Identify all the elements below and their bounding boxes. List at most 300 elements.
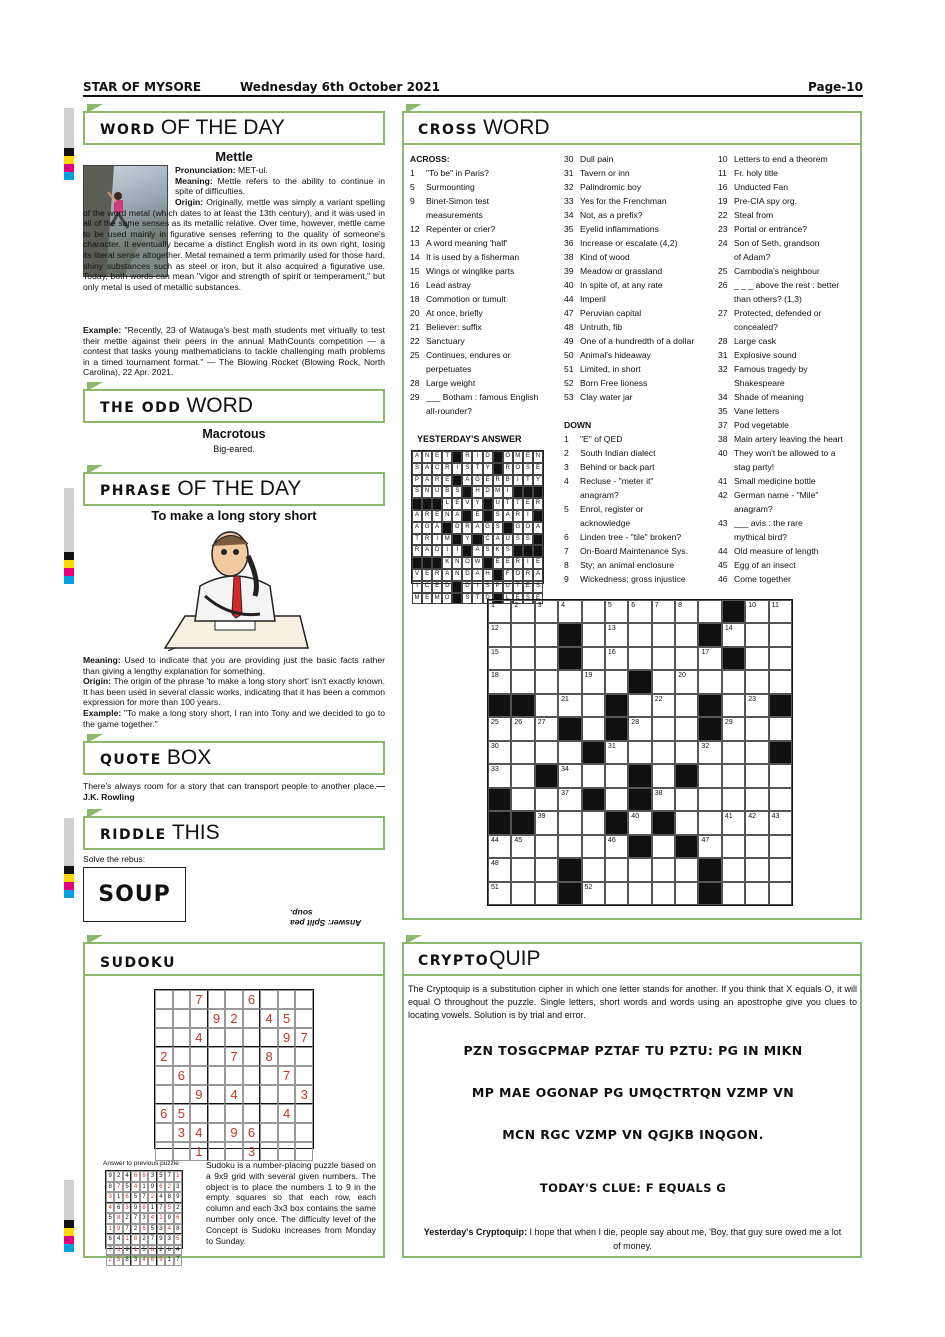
clue-number: 23 bbox=[718, 224, 728, 234]
crossword-cell[interactable] bbox=[675, 811, 698, 834]
crossword-cell[interactable] bbox=[535, 882, 558, 905]
crossword-cell[interactable] bbox=[605, 764, 628, 787]
sudoku-cell[interactable]: 2 bbox=[225, 1009, 243, 1028]
crossword-cell[interactable] bbox=[675, 882, 698, 905]
previous-answer-cell: 2 bbox=[123, 1213, 131, 1224]
sudoku-cell[interactable] bbox=[155, 1066, 173, 1085]
crossword-cell[interactable] bbox=[582, 858, 605, 881]
sudoku-cell[interactable] bbox=[173, 990, 191, 1009]
crossword-cell[interactable] bbox=[558, 811, 581, 834]
crossword-cell[interactable] bbox=[582, 600, 605, 623]
crossword-cell[interactable] bbox=[722, 788, 745, 811]
sudoku-cell[interactable] bbox=[225, 1104, 243, 1123]
crossword-cell[interactable] bbox=[582, 764, 605, 787]
clue-line bbox=[718, 362, 843, 376]
crossword-cell[interactable]: 6 bbox=[628, 600, 651, 623]
sudoku-cell[interactable]: 4 bbox=[225, 1085, 243, 1104]
sudoku-cell[interactable] bbox=[243, 1066, 261, 1085]
crossword-cell[interactable]: 31 bbox=[605, 741, 628, 764]
clue-text: Enrol, register or bbox=[580, 504, 644, 514]
clue-text: Believer: suffix bbox=[426, 322, 482, 332]
sudoku-cell[interactable] bbox=[208, 990, 226, 1009]
clue-text: Explosive sound bbox=[734, 350, 797, 360]
crossword-cell[interactable]: 23 bbox=[745, 694, 768, 717]
crossword-cell[interactable]: 20 bbox=[675, 670, 698, 693]
crossword-cell[interactable] bbox=[652, 623, 675, 646]
sudoku-cell[interactable] bbox=[208, 1028, 226, 1047]
crossword-cell[interactable] bbox=[722, 764, 745, 787]
sudoku-cell[interactable] bbox=[208, 1142, 226, 1161]
crossword-cell[interactable]: 10 bbox=[745, 600, 768, 623]
crossword-cell[interactable]: 46 bbox=[605, 835, 628, 858]
sudoku-cell[interactable]: 4 bbox=[190, 1123, 208, 1142]
crossword-cell[interactable] bbox=[511, 647, 534, 670]
page-number: Page-10 bbox=[808, 80, 863, 94]
crossword-cell[interactable] bbox=[652, 764, 675, 787]
crossword-cell[interactable]: 27 bbox=[535, 717, 558, 740]
crossword-cell[interactable] bbox=[769, 835, 792, 858]
crossword-cell[interactable] bbox=[535, 647, 558, 670]
crossword-cell[interactable] bbox=[605, 670, 628, 693]
clue-text: Palindromic boy bbox=[580, 182, 642, 192]
crossword-cell[interactable] bbox=[582, 835, 605, 858]
crossword-cell[interactable]: 29 bbox=[722, 717, 745, 740]
crossword-cell[interactable]: 37 bbox=[558, 788, 581, 811]
crossword-cell[interactable]: 7 bbox=[652, 600, 675, 623]
answer-cell: N bbox=[422, 486, 432, 498]
crossword-cell[interactable] bbox=[535, 788, 558, 811]
previous-answer-cell: 5 bbox=[123, 1182, 131, 1193]
crossword-cell[interactable]: 34 bbox=[558, 764, 581, 787]
sudoku-cell[interactable] bbox=[295, 1104, 313, 1123]
sudoku-cell[interactable] bbox=[260, 1066, 278, 1085]
crossword-cell[interactable] bbox=[628, 694, 651, 717]
odd-word: Macrotous bbox=[202, 427, 266, 441]
sudoku-cell[interactable] bbox=[190, 1009, 208, 1028]
sudoku-cell[interactable]: 2 bbox=[155, 1047, 173, 1066]
crossword-cell[interactable] bbox=[745, 858, 768, 881]
crossword-black-cell bbox=[628, 835, 651, 858]
crossword-cell[interactable] bbox=[535, 835, 558, 858]
crossword-cell[interactable]: 15 bbox=[488, 647, 511, 670]
sudoku-cell[interactable] bbox=[190, 1047, 208, 1066]
sudoku-cell[interactable] bbox=[278, 1142, 296, 1161]
crossword-cell[interactable] bbox=[722, 858, 745, 881]
previous-answer-cell: 3 bbox=[174, 1182, 182, 1193]
answer-cell: O bbox=[442, 593, 452, 605]
previous-answer-cell: 7 bbox=[174, 1255, 182, 1266]
cryptoquip-line-3: MCN RGC VZMP VN QGJKB INQGON. bbox=[502, 1127, 764, 1142]
sudoku-cell[interactable]: 9 bbox=[278, 1028, 296, 1047]
sudoku-cell[interactable] bbox=[173, 1142, 191, 1161]
crossword-cell[interactable] bbox=[675, 694, 698, 717]
clue-line bbox=[718, 404, 843, 418]
crossword-cell[interactable]: 22 bbox=[652, 694, 675, 717]
sudoku-cell[interactable] bbox=[155, 990, 173, 1009]
sudoku-cell[interactable] bbox=[243, 1085, 261, 1104]
previous-answer-cell: 7 bbox=[123, 1224, 131, 1235]
sudoku-cell[interactable] bbox=[295, 1047, 313, 1066]
crossword-cell[interactable] bbox=[652, 882, 675, 905]
crossword-cell[interactable] bbox=[628, 647, 651, 670]
crossword-cell[interactable] bbox=[745, 717, 768, 740]
crossword-cell[interactable] bbox=[745, 623, 768, 646]
crossword-cell[interactable] bbox=[745, 882, 768, 905]
previous-answer-cell: 3 bbox=[114, 1245, 122, 1256]
crossword-cell[interactable] bbox=[511, 764, 534, 787]
crossword-cell[interactable] bbox=[511, 788, 534, 811]
crossword-cell[interactable] bbox=[745, 788, 768, 811]
crossword-cell[interactable] bbox=[675, 717, 698, 740]
crossword-cell[interactable] bbox=[698, 600, 721, 623]
sudoku-cell[interactable]: 4 bbox=[278, 1104, 296, 1123]
sudoku-cell[interactable] bbox=[173, 1028, 191, 1047]
clue-number: 8 bbox=[564, 560, 569, 570]
sudoku-cell[interactable] bbox=[295, 1009, 313, 1028]
crossword-cell[interactable] bbox=[675, 858, 698, 881]
clue-line bbox=[718, 152, 843, 166]
sudoku-cell[interactable] bbox=[208, 1066, 226, 1085]
clue-number: 31 bbox=[718, 350, 728, 360]
sudoku-cell[interactable]: 3 bbox=[243, 1142, 261, 1161]
clue-number: 42 bbox=[718, 490, 728, 500]
sudoku-cell[interactable]: 7 bbox=[278, 1066, 296, 1085]
previous-answer-cell: 5 bbox=[140, 1245, 148, 1256]
crossword-cell[interactable] bbox=[769, 788, 792, 811]
crossword-cell[interactable]: 44 bbox=[488, 835, 511, 858]
crossword-cell[interactable] bbox=[605, 858, 628, 881]
crossword-cell[interactable] bbox=[652, 858, 675, 881]
crossword-cell[interactable] bbox=[745, 647, 768, 670]
clue-text: "To be" in Paris? bbox=[426, 168, 489, 178]
previous-answer-cell: 6 bbox=[165, 1245, 173, 1256]
crossword-cell[interactable] bbox=[605, 882, 628, 905]
crossword-cell[interactable]: 43 bbox=[769, 811, 792, 834]
clue-number: 12 bbox=[410, 224, 420, 234]
crossword-black-cell bbox=[675, 835, 698, 858]
crossword-cell[interactable] bbox=[698, 764, 721, 787]
crossword-cell[interactable] bbox=[535, 623, 558, 646]
previous-answer-cell: 5 bbox=[174, 1234, 182, 1245]
crossword-cell[interactable] bbox=[535, 858, 558, 881]
sudoku-cell[interactable] bbox=[260, 1085, 278, 1104]
previous-answer-cell: 7 bbox=[131, 1213, 139, 1224]
clue-number: 28 bbox=[410, 378, 420, 388]
crossword-cell[interactable]: 45 bbox=[511, 835, 534, 858]
sudoku-cell[interactable] bbox=[225, 1066, 243, 1085]
crossword-cell[interactable] bbox=[745, 835, 768, 858]
sudoku-cell[interactable]: 8 bbox=[260, 1047, 278, 1066]
crossword-cell[interactable] bbox=[675, 647, 698, 670]
sudoku-cell[interactable] bbox=[243, 1028, 261, 1047]
answer-black-cell bbox=[493, 463, 503, 475]
sudoku-cell[interactable] bbox=[173, 1047, 191, 1066]
crossword-cell[interactable] bbox=[722, 694, 745, 717]
crossword-cell[interactable]: 52 bbox=[582, 882, 605, 905]
crossword-cell[interactable]: 14 bbox=[722, 623, 745, 646]
crossword-cell[interactable] bbox=[582, 717, 605, 740]
answer-black-cell bbox=[533, 510, 543, 522]
answer-cell: O bbox=[503, 451, 513, 463]
clue-text: of Adam? bbox=[734, 252, 771, 262]
crossword-black-cell bbox=[558, 858, 581, 881]
sudoku-cell[interactable]: 3 bbox=[173, 1123, 191, 1142]
sudoku-cell[interactable] bbox=[173, 1009, 191, 1028]
crossword-cell[interactable] bbox=[652, 741, 675, 764]
clue-text: Limited, in short bbox=[580, 364, 641, 374]
sudoku-cell[interactable]: 7 bbox=[295, 1028, 313, 1047]
crossword-cell[interactable]: 17 bbox=[698, 647, 721, 670]
crossword-cell[interactable] bbox=[535, 694, 558, 717]
sudoku-cell[interactable] bbox=[173, 1085, 191, 1104]
answer-cell: U bbox=[503, 581, 513, 593]
sudoku-cell[interactable]: 9 bbox=[190, 1085, 208, 1104]
sudoku-cell[interactable]: 7 bbox=[190, 990, 208, 1009]
sudoku-cell[interactable] bbox=[243, 1009, 261, 1028]
sudoku-cell[interactable] bbox=[155, 1123, 173, 1142]
crossword-cell[interactable] bbox=[722, 835, 745, 858]
crossword-cell[interactable] bbox=[769, 623, 792, 646]
crossword-cell[interactable] bbox=[722, 741, 745, 764]
phrase-meaning: Meaning: Used to indicate that you are providing just the basic facts rather than giving a lengthy explanation for something. Origin: The origin of the phrase 'to make a long story short' isn't exactly known. It has been used in several classic works, indicating that it has been a common expression for more than 100 years. Example: "To make a long story short, I ran into Tony and we decided to go to the game together." bbox=[83, 655, 385, 729]
crossword-cell[interactable] bbox=[605, 788, 628, 811]
sudoku-cell[interactable] bbox=[278, 1123, 296, 1142]
sudoku-cell[interactable]: 6 bbox=[155, 1104, 173, 1123]
crossword-cell[interactable]: 13 bbox=[605, 623, 628, 646]
crossword-cell[interactable] bbox=[675, 788, 698, 811]
crossword-cell[interactable]: 47 bbox=[698, 835, 721, 858]
crossword-cell[interactable]: 3 bbox=[535, 600, 558, 623]
clue-text: Lead astray bbox=[426, 280, 471, 290]
crossword-cell[interactable] bbox=[558, 741, 581, 764]
crossword-cell[interactable]: 32 bbox=[698, 741, 721, 764]
previous-answer-cell: 2 bbox=[131, 1224, 139, 1235]
crossword-cell[interactable] bbox=[511, 623, 534, 646]
sudoku-cell[interactable] bbox=[208, 1047, 226, 1066]
crossword-cell[interactable]: 26 bbox=[511, 717, 534, 740]
answer-cell: E bbox=[533, 593, 543, 605]
crossword-cell[interactable] bbox=[628, 623, 651, 646]
clue-text: South Indian dialect bbox=[580, 448, 656, 458]
crossword-cell[interactable]: 30 bbox=[488, 741, 511, 764]
crossword-cell[interactable] bbox=[535, 670, 558, 693]
clue-line bbox=[564, 334, 694, 348]
answer-black-cell bbox=[533, 534, 543, 546]
answer-cell: I bbox=[452, 545, 462, 557]
crossword-cell[interactable]: 28 bbox=[628, 717, 651, 740]
clue-number: 16 bbox=[410, 280, 420, 290]
crossword-cell[interactable] bbox=[745, 741, 768, 764]
sudoku-cell[interactable] bbox=[278, 990, 296, 1009]
clue-number: 37 bbox=[718, 420, 728, 430]
sudoku-cell[interactable]: 6 bbox=[173, 1066, 191, 1085]
sudoku-cell[interactable] bbox=[155, 1028, 173, 1047]
sudoku-cell[interactable]: 6 bbox=[243, 1123, 261, 1142]
clue-number: 44 bbox=[718, 546, 728, 556]
crossword-cell[interactable] bbox=[511, 882, 534, 905]
crossword-cell[interactable] bbox=[582, 694, 605, 717]
clue-number: 2 bbox=[564, 448, 569, 458]
sudoku-cell[interactable] bbox=[278, 1085, 296, 1104]
crossword-cell[interactable]: 33 bbox=[488, 764, 511, 787]
crossword-cell[interactable] bbox=[769, 670, 792, 693]
answer-cell: U bbox=[432, 486, 442, 498]
crossword-cell[interactable] bbox=[511, 741, 534, 764]
crossword-cell[interactable]: 25 bbox=[488, 717, 511, 740]
crossword-cell[interactable] bbox=[769, 858, 792, 881]
sudoku-cell[interactable] bbox=[260, 990, 278, 1009]
answer-cell: I bbox=[452, 463, 462, 475]
clue-number: 13 bbox=[410, 238, 420, 248]
answer-cell: H bbox=[472, 486, 482, 498]
crossword-cell[interactable]: 40 bbox=[628, 811, 651, 834]
crossword-black-cell bbox=[488, 694, 511, 717]
sudoku-title: SUDOKU bbox=[100, 955, 176, 971]
crossword-cell[interactable] bbox=[769, 882, 792, 905]
crossword-black-cell bbox=[605, 717, 628, 740]
sudoku-cell[interactable]: 1 bbox=[190, 1142, 208, 1161]
crossword-cell[interactable]: 41 bbox=[722, 811, 745, 834]
crossword-cell[interactable] bbox=[652, 717, 675, 740]
sudoku-cell[interactable]: 4 bbox=[260, 1009, 278, 1028]
crossword-cell[interactable] bbox=[745, 764, 768, 787]
crossword-cell[interactable]: 1 bbox=[488, 600, 511, 623]
sudoku-cell[interactable] bbox=[208, 1085, 226, 1104]
sudoku-cell[interactable] bbox=[225, 1142, 243, 1161]
sudoku-cell[interactable] bbox=[208, 1123, 226, 1142]
sudoku-cell[interactable] bbox=[155, 1085, 173, 1104]
crossword-cell[interactable] bbox=[745, 670, 768, 693]
clue-line bbox=[410, 264, 538, 278]
sudoku-cell[interactable] bbox=[260, 1104, 278, 1123]
sudoku-cell[interactable] bbox=[295, 990, 313, 1009]
crossword-cell[interactable]: 19 bbox=[582, 670, 605, 693]
clue-number: 32 bbox=[564, 182, 574, 192]
crossword-cell[interactable] bbox=[558, 670, 581, 693]
crossword-cell[interactable] bbox=[698, 811, 721, 834]
sudoku-cell[interactable]: 6 bbox=[243, 990, 261, 1009]
clue-text: Come together bbox=[734, 574, 791, 584]
crossword-black-cell bbox=[722, 600, 745, 623]
crossword-cell[interactable]: 39 bbox=[535, 811, 558, 834]
sudoku-cell[interactable] bbox=[260, 1142, 278, 1161]
sudoku-cell[interactable] bbox=[155, 1142, 173, 1161]
crossword-cell[interactable]: 8 bbox=[675, 600, 698, 623]
crossword-cell[interactable]: 4 bbox=[558, 600, 581, 623]
crossword-cell[interactable]: 38 bbox=[652, 788, 675, 811]
sudoku-cell[interactable] bbox=[190, 1104, 208, 1123]
crossword-cell[interactable]: 11 bbox=[769, 600, 792, 623]
sudoku-cell[interactable] bbox=[225, 1028, 243, 1047]
crossword-cell[interactable] bbox=[582, 811, 605, 834]
sudoku-cell[interactable] bbox=[295, 1142, 313, 1161]
crossword-cell[interactable] bbox=[652, 835, 675, 858]
crossword-cell[interactable]: 21 bbox=[558, 694, 581, 717]
answer-black-cell bbox=[452, 581, 462, 593]
answer-black-cell bbox=[483, 557, 493, 569]
sudoku-cell[interactable]: 9 bbox=[208, 1009, 226, 1028]
sudoku-cell[interactable] bbox=[260, 1123, 278, 1142]
crossword-cell[interactable] bbox=[511, 858, 534, 881]
crossword-cell[interactable]: 42 bbox=[745, 811, 768, 834]
answer-black-cell bbox=[503, 522, 513, 534]
sudoku-cell[interactable] bbox=[295, 1066, 313, 1085]
answer-cell: S bbox=[483, 545, 493, 557]
color-registration-mark bbox=[64, 1220, 74, 1252]
sudoku-cell[interactable] bbox=[278, 1047, 296, 1066]
clue-number: 9 bbox=[564, 574, 569, 584]
crossword-cell[interactable] bbox=[769, 717, 792, 740]
crossword-cell[interactable] bbox=[628, 882, 651, 905]
crossword-cell[interactable]: 48 bbox=[488, 858, 511, 881]
clue-line bbox=[564, 530, 688, 544]
crossword-cell[interactable] bbox=[511, 670, 534, 693]
crossword-cell[interactable] bbox=[722, 882, 745, 905]
answer-cell: A bbox=[412, 510, 422, 522]
sudoku-cell[interactable]: 7 bbox=[225, 1047, 243, 1066]
crossword-cell[interactable] bbox=[698, 788, 721, 811]
sudoku-cell[interactable]: 3 bbox=[295, 1085, 313, 1104]
crossword-cell[interactable]: 2 bbox=[511, 600, 534, 623]
answer-cell: G bbox=[483, 522, 493, 534]
crossword-cell[interactable] bbox=[769, 647, 792, 670]
crossword-cell[interactable] bbox=[628, 858, 651, 881]
crossword-cell[interactable]: 5 bbox=[605, 600, 628, 623]
crossword-cell[interactable] bbox=[698, 670, 721, 693]
sudoku-cell[interactable] bbox=[243, 1047, 261, 1066]
sudoku-cell[interactable] bbox=[190, 1066, 208, 1085]
crossword-cell[interactable]: 51 bbox=[488, 882, 511, 905]
crossword-cell[interactable] bbox=[582, 623, 605, 646]
crossword-cell[interactable] bbox=[582, 647, 605, 670]
previous-answer-cell: 4 bbox=[140, 1255, 148, 1266]
sudoku-cell[interactable] bbox=[243, 1104, 261, 1123]
sudoku-cell[interactable]: 5 bbox=[278, 1009, 296, 1028]
sudoku-cell[interactable]: 9 bbox=[225, 1123, 243, 1142]
clue-text: One of a hundredth of a dollar bbox=[580, 336, 695, 346]
previous-answer-cell: 2 bbox=[140, 1234, 148, 1245]
sudoku-cell[interactable] bbox=[295, 1123, 313, 1142]
answer-cell: Y bbox=[472, 498, 482, 510]
clue-text: Peruvian capital bbox=[580, 308, 642, 318]
answer-cell: I bbox=[523, 510, 533, 522]
crossword-cell[interactable] bbox=[769, 764, 792, 787]
clue-line bbox=[410, 180, 538, 194]
sudoku-cell[interactable]: 4 bbox=[190, 1028, 208, 1047]
crossword-cell[interactable]: 16 bbox=[605, 647, 628, 670]
crossword-cell[interactable] bbox=[628, 741, 651, 764]
crossword-cell[interactable] bbox=[558, 835, 581, 858]
crossword-cell[interactable] bbox=[652, 647, 675, 670]
crossword-cell[interactable] bbox=[722, 670, 745, 693]
crossword-cell[interactable] bbox=[675, 623, 698, 646]
answer-cell: F bbox=[503, 569, 513, 581]
clue-text: Large cask bbox=[734, 336, 777, 346]
sudoku-cell[interactable] bbox=[208, 1104, 226, 1123]
crossword-cell[interactable]: 18 bbox=[488, 670, 511, 693]
crossword-black-cell bbox=[652, 811, 675, 834]
previous-answer-cell: 2 bbox=[165, 1182, 173, 1193]
sudoku-cell[interactable] bbox=[155, 1009, 173, 1028]
crossword-cell[interactable] bbox=[535, 741, 558, 764]
crossword-cell[interactable] bbox=[652, 670, 675, 693]
clue-text: Clay water jar bbox=[580, 392, 633, 402]
sudoku-cell[interactable]: 5 bbox=[173, 1104, 191, 1123]
crossword-cell[interactable]: 12 bbox=[488, 623, 511, 646]
sudoku-cell[interactable] bbox=[225, 990, 243, 1009]
crossword-cell[interactable] bbox=[675, 741, 698, 764]
sudoku-cell[interactable] bbox=[260, 1028, 278, 1047]
